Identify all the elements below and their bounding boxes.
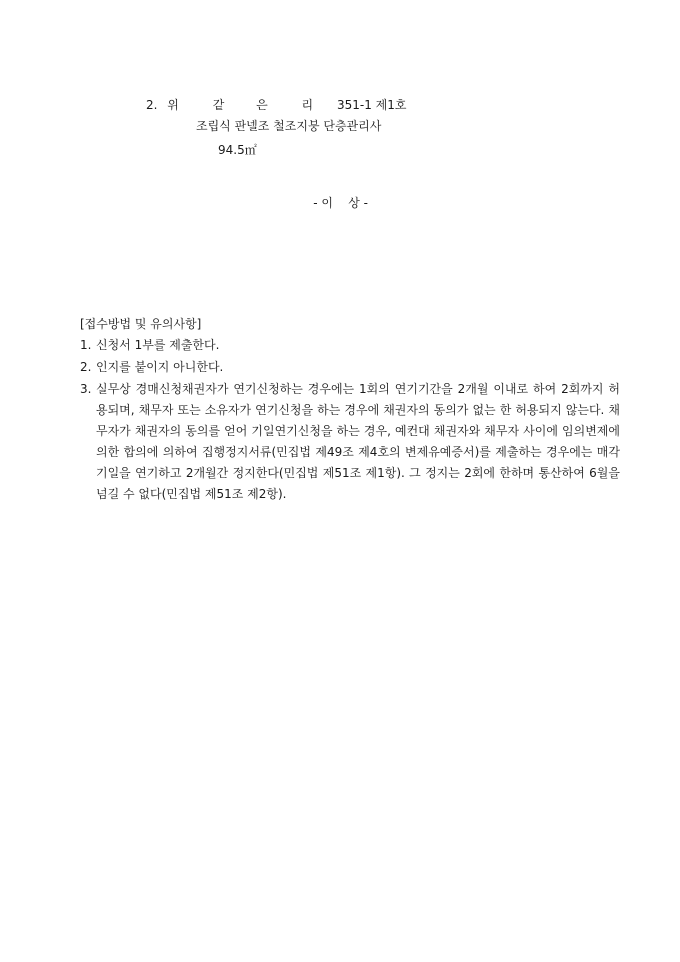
end-mark: [298, 176, 368, 230]
location-part: 같: [212, 98, 225, 112]
item-text: 인지를 붙이지 아니한다.: [96, 360, 224, 374]
location-part: 위: [167, 98, 179, 112]
list-item: [80, 335, 620, 356]
property-line: [146, 96, 406, 114]
property-lot: 351-1 제1호: [336, 98, 407, 112]
item-text: 실무상 경매신청채권자가 연기신청하는 경우에는 1회의 연기기간을 2개월 이내로 하여 2회까지 허용되며, 채무자 또는 소유자가 연기신청을 하는 경우에 채권자의 동의가 없는 한 허용되지 않는다. 채무자가 채권자의 동의를 얻어 기일연기신청을 하는 경우, 예컨대 채권자와 채무자 사이에 임의변제에 의한 합의에 의하여 집행정지서류(민집법 제49조 제4호의 변제유예증서)를 제출하는 경우에는 매각기일을 연기하고 2개월간 정지한다(민집법 제51조 제1항). 그 정지는 2회에 한하며 통산하여 6월을 넘길 수 없다(민집법 제51조 제2항).: [96, 382, 620, 501]
area-text: 94.5㎡: [218, 143, 257, 157]
property-structure: [196, 117, 381, 135]
property-area: [218, 141, 257, 159]
end-mark-text: - 이 상 -: [313, 196, 368, 210]
item-number: 3.: [80, 382, 92, 396]
location-part: 리: [301, 98, 314, 112]
structure-text: 조립식 판넬조 철조지붕 단층관리사: [196, 119, 382, 133]
property-number: 2.: [146, 98, 158, 112]
list-item: [80, 357, 620, 378]
notice-title: [접수방법 및 유의사항]: [80, 317, 202, 331]
notice-section: [80, 314, 620, 505]
item-text: 신청서 1부를 제출한다.: [96, 338, 220, 352]
location-part: 은: [256, 98, 268, 112]
item-number: 2.: [80, 360, 92, 374]
item-number: 1.: [80, 338, 92, 352]
list-item: [80, 379, 620, 505]
